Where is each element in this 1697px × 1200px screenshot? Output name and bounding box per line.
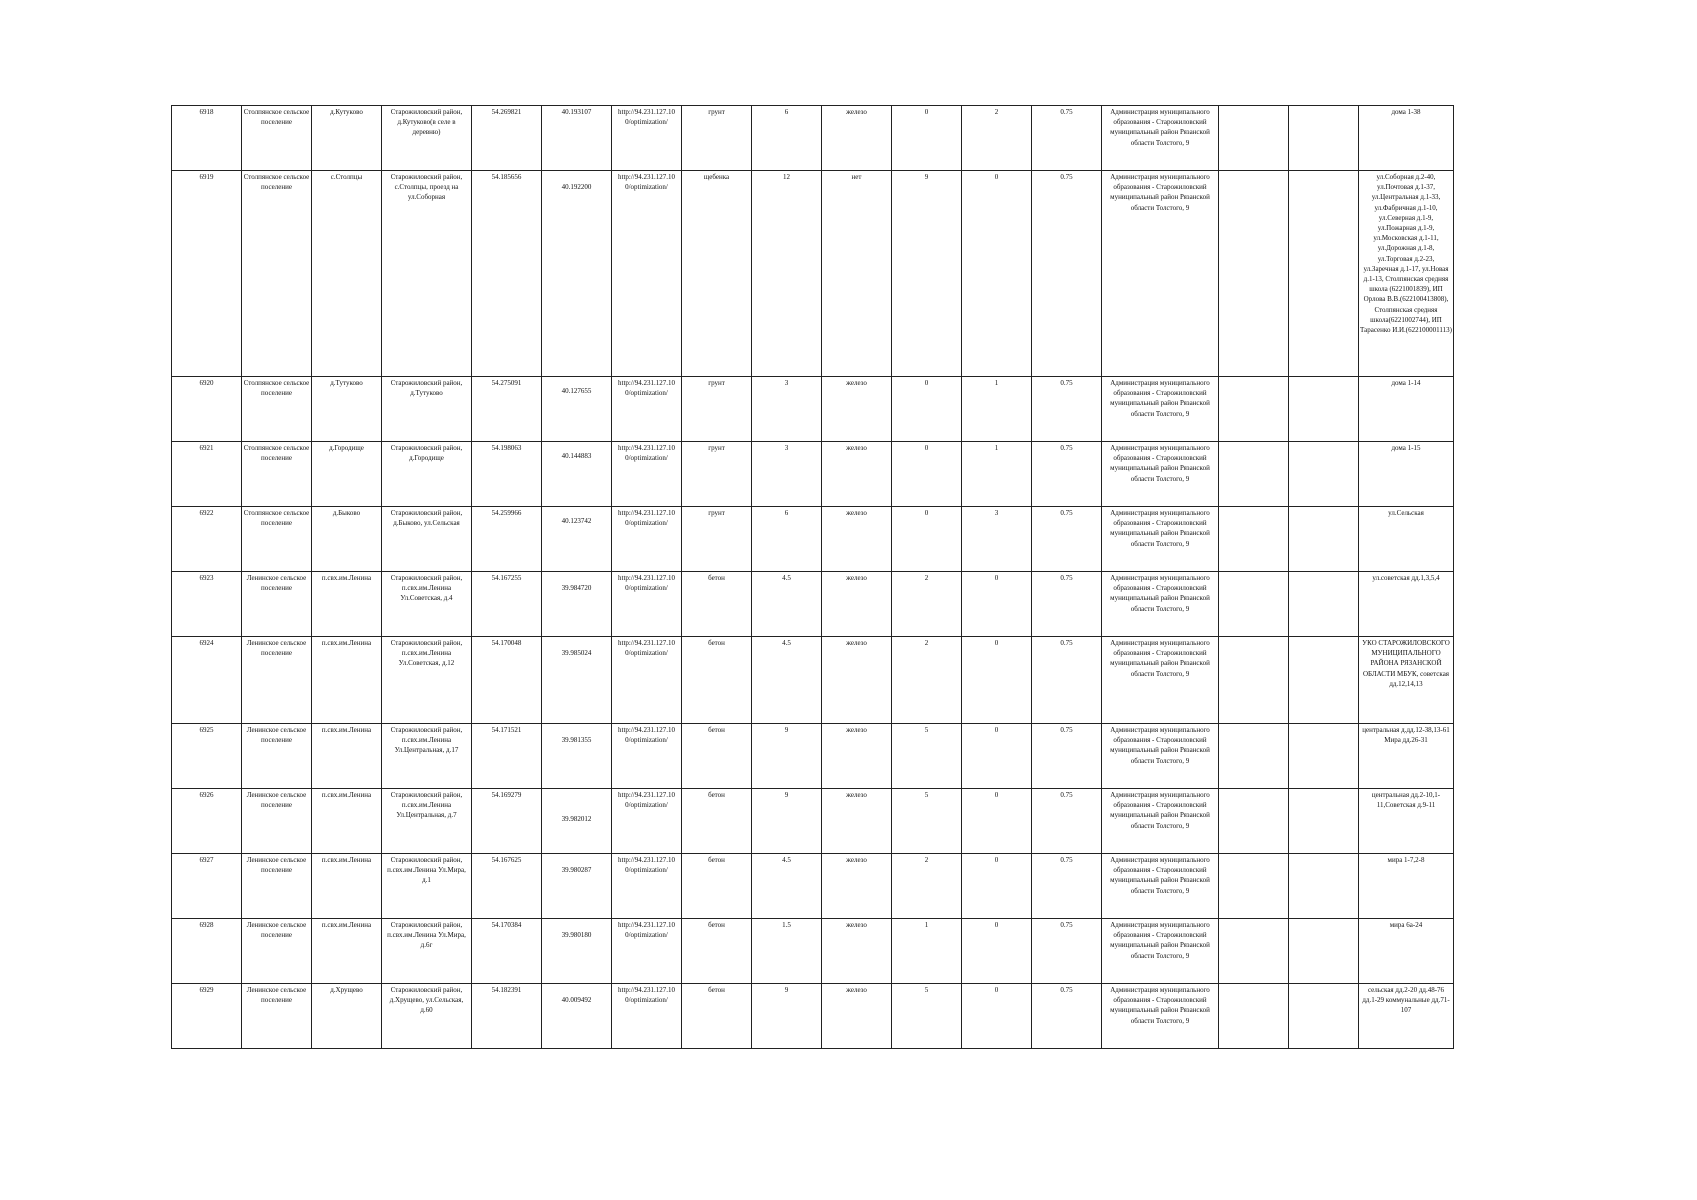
settlement-name: Ленинское сельское поселение [242,724,312,789]
area-value: 4.5 [752,637,822,724]
container-volume: 0.75 [1032,789,1102,854]
longitude [542,572,612,637]
waste-sources: сельская дд.2-20 дд.48-76 дд.1-29 коммунальные дд.71-107 [1359,984,1454,1049]
fence-material: железо [822,724,892,789]
source-url: http://94.231.127.10 0/optimization/ [612,442,682,507]
area-value: 9 [752,984,822,1049]
empty-cell [1219,171,1289,377]
owner-info: Администрация муниципального образования - Старожиловский муниципальный район Рязанской области Толстого, 9 [1102,854,1219,919]
surface-type: грунт [682,377,752,442]
latitude: 54.167625 [472,854,542,919]
area-value: 9 [752,724,822,789]
longitude [542,507,612,572]
source-url: http://94.231.127.10 0/optimization/ [612,572,682,637]
settlement-name: Ленинское сельское поселение [242,919,312,984]
longitude [542,724,612,789]
locality-name: п.свх.им.Ленина [312,919,382,984]
container-count: 5 [892,789,962,854]
area-value: 1.5 [752,919,822,984]
locality-name: п.свх.им.Ленина [312,572,382,637]
settlement-name: Ленинское сельское поселение [242,984,312,1049]
empty-cell [1219,724,1289,789]
address: Старожиловский район, п.свх.им.Ленина Ул.Советская, д.12 [382,637,472,724]
owner-info: Администрация муниципального образования - Старожиловский муниципальный район Рязанской области Толстого, 9 [1102,507,1219,572]
address: Старожиловский район, с.Столпцы, проезд на ул.Соборная [382,171,472,377]
waste-sources: ул.советская дд.1,3,5,4 [1359,572,1454,637]
area-value: 4.5 [752,854,822,919]
table-row [172,854,1454,919]
area-value: 4.5 [752,572,822,637]
longitude [542,984,612,1049]
owner-info: Администрация муниципального образования - Старожиловский муниципальный район Рязанской области Толстого, 9 [1102,171,1219,377]
longitude-value: 40.193107 [561,108,592,116]
longitude [542,442,612,507]
fence-material: железо [822,572,892,637]
longitude [542,106,612,171]
bunker-count: 0 [962,724,1032,789]
table-row [172,789,1454,854]
longitude-value: 39.981355 [561,735,592,744]
settlement-name: Столпянское сельское поселение [242,442,312,507]
fence-material: железо [822,637,892,724]
container-volume: 0.75 [1032,637,1102,724]
source-url: http://94.231.127.10 0/optimization/ [612,637,682,724]
longitude-value: 39.985024 [561,648,592,657]
settlement-name: Столпянское сельское поселение [242,106,312,171]
longitude-value: 39.984720 [561,583,592,592]
source-url: http://94.231.127.10 0/optimization/ [612,377,682,442]
owner-info: Администрация муниципального образования - Старожиловский муниципальный район Рязанской области Толстого, 9 [1102,919,1219,984]
settlement-name: Столпянское сельское поселение [242,507,312,572]
source-url: http://94.231.127.10 0/optimization/ [612,984,682,1049]
empty-cell [1289,442,1359,507]
surface-type: бетон [682,984,752,1049]
locality-name: п.свх.им.Ленина [312,724,382,789]
container-count: 0 [892,442,962,507]
fence-material: нет [822,171,892,377]
empty-cell [1289,724,1359,789]
source-url: http://94.231.127.10 0/optimization/ [612,919,682,984]
surface-type: щебенка [682,171,752,377]
empty-cell [1289,854,1359,919]
waste-sources: дома 1-15 [1359,442,1454,507]
address: Старожиловский район, п.свх.им.Ленина Ул.Советская, д.4 [382,572,472,637]
source-url: http://94.231.127.10 0/optimization/ [612,724,682,789]
address: Старожиловский район, д.Городище [382,442,472,507]
longitude [542,854,612,919]
empty-cell [1289,377,1359,442]
container-count: 2 [892,572,962,637]
container-count: 5 [892,984,962,1049]
owner-info: Администрация муниципального образования - Старожиловский муниципальный район Рязанской области Толстого, 9 [1102,106,1219,171]
container-count: 2 [892,854,962,919]
longitude-value: 40.127655 [561,387,592,395]
surface-type: бетон [682,637,752,724]
waste-sources: ул.Сельская [1359,507,1454,572]
table-row [172,919,1454,984]
record-id: 6921 [172,442,242,507]
owner-info: Администрация муниципального образования - Старожиловский муниципальный район Рязанской области Толстого, 9 [1102,572,1219,637]
container-volume: 0.75 [1032,442,1102,507]
empty-cell [1289,572,1359,637]
record-id: 6923 [172,572,242,637]
surface-type: бетон [682,572,752,637]
source-url: http://94.231.127.10 0/optimization/ [612,789,682,854]
waste-sources: дома 1-38 [1359,106,1454,171]
table-row [172,507,1454,572]
container-volume: 0.75 [1032,984,1102,1049]
address: Старожиловский район, п.свх.им.Ленина Ул.Мира, д.1 [382,854,472,919]
container-volume: 0.75 [1032,854,1102,919]
record-id: 6925 [172,724,242,789]
locality-name: п.свх.им.Ленина [312,789,382,854]
container-volume: 0.75 [1032,507,1102,572]
settlement-name: Ленинское сельское поселение [242,572,312,637]
latitude: 54.170384 [472,919,542,984]
table-row [172,724,1454,789]
longitude-value: 40.144883 [561,452,592,460]
bunker-count: 0 [962,854,1032,919]
container-count: 0 [892,106,962,171]
settlement-name: Столпянское сельское поселение [242,171,312,377]
container-count: 1 [892,919,962,984]
source-url: http://94.231.127.10 0/optimization/ [612,507,682,572]
address: Старожиловский район, д.Тутуково [382,377,472,442]
fence-material: железо [822,507,892,572]
table-row [172,637,1454,724]
empty-cell [1219,572,1289,637]
address: Старожиловский район, д.Кутуково(в селе в деревню) [382,106,472,171]
empty-cell [1219,984,1289,1049]
owner-info: Администрация муниципального образования - Старожиловский муниципальный район Рязанской области Толстого, 9 [1102,377,1219,442]
locality-name: д.Быково [312,507,382,572]
container-volume: 0.75 [1032,377,1102,442]
bunker-count: 0 [962,637,1032,724]
surface-type: грунт [682,442,752,507]
address: Старожиловский район, п.свх.им.Ленина Ул.Мира, д.6г [382,919,472,984]
table-row [172,377,1454,442]
bunker-count: 2 [962,106,1032,171]
settlement-name: Ленинское сельское поселение [242,854,312,919]
surface-type: грунт [682,507,752,572]
empty-cell [1219,106,1289,171]
surface-type: бетон [682,854,752,919]
address: Старожиловский район, п.свх.им.Ленина Ул.Центральная, д.17 [382,724,472,789]
record-id: 6929 [172,984,242,1049]
empty-cell [1219,377,1289,442]
waste-sources: ул.Соборная д.2-40, ул.Почтовая д.1-37, ул.Центральная д.1-33, ул.Фабричная д.1-10, ул.Северная д.1-9, ул.Пожарная д.1-9, ул.Московская д.1-11, ул.Дорожная д.1-8, ул.Торговая д.2-23, ул.Заречная д.1-17, ул.Новая д.1-13, Столпянская средняя школа (6221001839), ИП Орлова В.В.(622100413808), Столпянская средняя школа(6221002744), ИП Тарасенко И.И.(622100001113) [1359,171,1454,377]
waste-sources: мира 1-7,2-8 [1359,854,1454,919]
fence-material: железо [822,919,892,984]
fence-material: железо [822,854,892,919]
locality-name: п.свх.им.Ленина [312,637,382,724]
record-id: 6926 [172,789,242,854]
area-value: 6 [752,106,822,171]
container-count: 0 [892,507,962,572]
longitude-value: 39.980180 [561,930,592,939]
surface-type: бетон [682,919,752,984]
empty-cell [1219,442,1289,507]
address: Старожиловский район, д.Хрущево, ул.Сельская, д.60 [382,984,472,1049]
address: Старожиловский район, п.свх.им.Ленина Ул.Центральная, д.7 [382,789,472,854]
bunker-count: 0 [962,919,1032,984]
container-volume: 0.75 [1032,572,1102,637]
fence-material: железо [822,377,892,442]
longitude [542,377,612,442]
record-id: 6918 [172,106,242,171]
latitude: 54.167255 [472,572,542,637]
longitude-value: 40.009492 [561,995,592,1004]
area-value: 3 [752,377,822,442]
empty-cell [1289,919,1359,984]
longitude-value: 40.123742 [561,517,592,525]
locality-name: п.свх.им.Ленина [312,854,382,919]
surface-type: бетон [682,724,752,789]
latitude: 54.275091 [472,377,542,442]
source-url: http://94.231.127.10 0/optimization/ [612,106,682,171]
area-value: 3 [752,442,822,507]
container-volume: 0.75 [1032,171,1102,377]
latitude: 54.185656 [472,171,542,377]
owner-info: Администрация муниципального образования - Старожиловский муниципальный район Рязанской области Толстого, 9 [1102,637,1219,724]
waste-sources: мира 6а-24 [1359,919,1454,984]
latitude: 54.171521 [472,724,542,789]
fence-material: железо [822,442,892,507]
empty-cell [1219,854,1289,919]
settlement-name: Столпянское сельское поселение [242,377,312,442]
record-id: 6922 [172,507,242,572]
owner-info: Администрация муниципального образования - Старожиловский муниципальный район Рязанской области Толстого, 9 [1102,984,1219,1049]
locality-name: с.Столпцы [312,171,382,377]
locality-name: д.Кутуково [312,106,382,171]
fence-material: железо [822,106,892,171]
empty-cell [1289,984,1359,1049]
surface-type: грунт [682,106,752,171]
latitude: 54.169279 [472,789,542,854]
area-value: 9 [752,789,822,854]
container-count: 9 [892,171,962,377]
source-url: http://94.231.127.10 0/optimization/ [612,854,682,919]
empty-cell [1219,789,1289,854]
bunker-count: 0 [962,171,1032,377]
waste-sources: центральная дд.2-10,1-11,Советская д.9-11 [1359,789,1454,854]
empty-cell [1289,171,1359,377]
container-count: 0 [892,377,962,442]
record-id: 6924 [172,637,242,724]
container-volume: 0.75 [1032,919,1102,984]
waste-sources: центральная д.дд.12-38,13-61 Мира дд.26-31 [1359,724,1454,789]
table-row [172,171,1454,377]
table-row [172,572,1454,637]
bunker-count: 1 [962,442,1032,507]
longitude-value: 40.192200 [561,182,592,191]
container-count: 2 [892,637,962,724]
empty-cell [1289,789,1359,854]
bunker-count: 0 [962,789,1032,854]
empty-cell [1289,637,1359,724]
area-value: 12 [752,171,822,377]
address: Старожиловский район, д.Быково, ул.Сельская [382,507,472,572]
latitude: 54.182391 [472,984,542,1049]
owner-info: Администрация муниципального образования - Старожиловский муниципальный район Рязанской области Толстого, 9 [1102,442,1219,507]
record-id: 6927 [172,854,242,919]
bunker-count: 0 [962,984,1032,1049]
container-volume: 0.75 [1032,106,1102,171]
latitude: 54.170048 [472,637,542,724]
longitude [542,171,612,377]
empty-cell [1289,106,1359,171]
owner-info: Администрация муниципального образования - Старожиловский муниципальный район Рязанской области Толстого, 9 [1102,789,1219,854]
longitude-value: 39.982012 [561,815,592,823]
locality-name: д.Тутуково [312,377,382,442]
longitude [542,919,612,984]
empty-cell [1219,637,1289,724]
settlement-name: Ленинское сельское поселение [242,789,312,854]
area-value: 6 [752,507,822,572]
table-row [172,442,1454,507]
longitude-value: 39.980287 [561,865,592,874]
empty-cell [1219,507,1289,572]
settlement-name: Ленинское сельское поселение [242,637,312,724]
record-id: 6919 [172,171,242,377]
latitude: 54.198063 [472,442,542,507]
waste-sources: дома 1-14 [1359,377,1454,442]
latitude: 54.259966 [472,507,542,572]
locality-name: д.Хрущево [312,984,382,1049]
empty-cell [1289,507,1359,572]
surface-type: бетон [682,789,752,854]
fence-material: железо [822,789,892,854]
bunker-count: 0 [962,572,1032,637]
fence-material: железо [822,984,892,1049]
waste-sources: УКО СТАРОЖИЛОВСКОГО МУНИЦИПАЛЬНОГО РАЙОНА РЯЗАНСКОЙ ОБЛАСТИ МБУК, советская дд.12,14,13 [1359,637,1454,724]
owner-info: Администрация муниципального образования - Старожиловский муниципальный район Рязанской области Толстого, 9 [1102,724,1219,789]
container-count: 5 [892,724,962,789]
source-url: http://94.231.127.10 0/optimization/ [612,171,682,377]
record-id: 6928 [172,919,242,984]
container-volume: 0.75 [1032,724,1102,789]
latitude: 54.269821 [472,106,542,171]
empty-cell [1219,919,1289,984]
table-row [172,106,1454,171]
record-id: 6920 [172,377,242,442]
registry-table [171,105,1454,1049]
bunker-count: 1 [962,377,1032,442]
table-row [172,984,1454,1049]
longitude [542,637,612,724]
bunker-count: 3 [962,507,1032,572]
locality-name: д.Городище [312,442,382,507]
longitude [542,789,612,854]
